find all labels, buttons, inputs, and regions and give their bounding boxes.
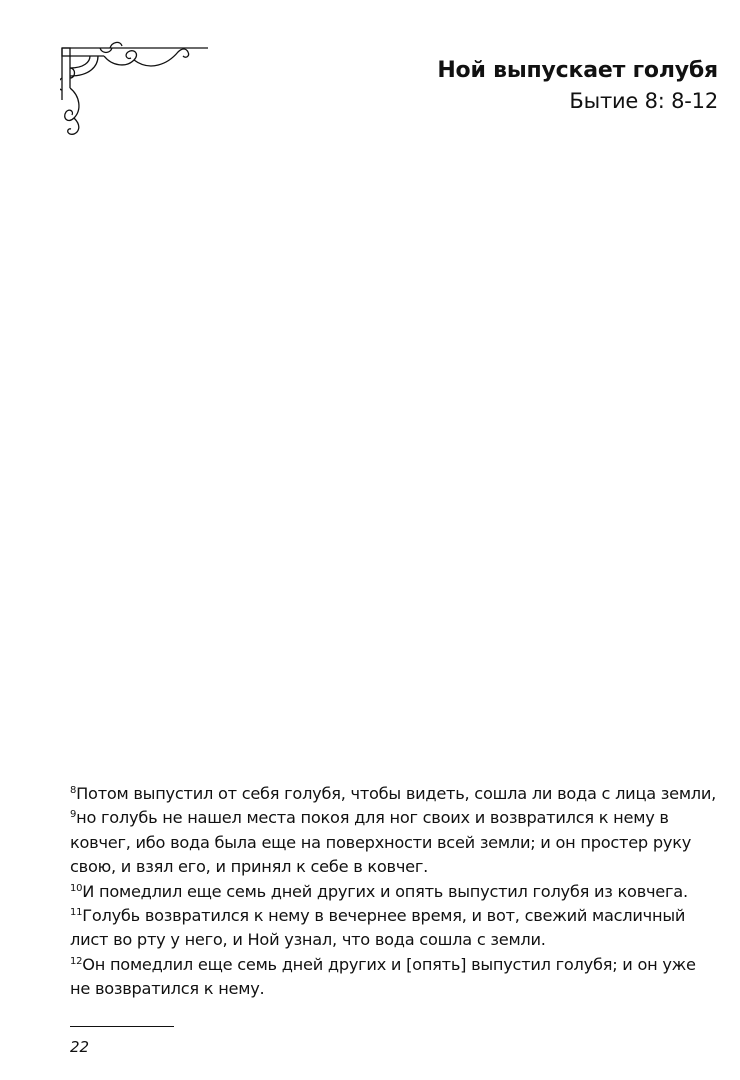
verse-12	[70, 953, 720, 1002]
title-block	[437, 56, 718, 116]
verse-11	[70, 904, 720, 953]
verse-text: И помедлил еще семь дней других и опять выпустил голубя из ковчега.	[82, 881, 688, 901]
verse-number: 9	[70, 809, 77, 821]
verse-number: 10	[70, 882, 83, 894]
verse-9	[70, 806, 720, 879]
verse-8	[70, 782, 720, 806]
page-title: Ной выпускает голубя	[437, 58, 718, 83]
verse-text: Он помедлил еще семь дней других и [опять] выпустил голубя; и он уже не возвратился к нему.	[70, 954, 696, 999]
verse-number: 11	[70, 907, 83, 919]
footer-rule	[70, 1026, 174, 1027]
verse-text: Потом выпустил от себя голубя, чтобы видеть, сошла ли вода с лица земли,	[76, 784, 717, 803]
page-number: 22	[70, 1038, 90, 1056]
verse-number: 12	[70, 955, 83, 967]
verse-text-block	[70, 782, 720, 1002]
verse-10	[70, 880, 720, 904]
corner-ornament-icon	[60, 38, 210, 138]
verse-text: но голубь не нашел места покоя для ног своих и возвратился к нему в ковчег, ибо вода была еще на поверхности всей земли; и он простер руку свою, и взял его, и принял к себе в ковчег.	[70, 808, 692, 877]
verse-number: 8	[70, 785, 77, 796]
verse-text: Голубь возвратился к нему в вечернее время, и вот, свежий масличный лист во рту у него, и Ной узнал, что вода сошла с земли.	[70, 906, 686, 950]
scripture-reference: Бытие 8: 8-12	[569, 89, 718, 113]
